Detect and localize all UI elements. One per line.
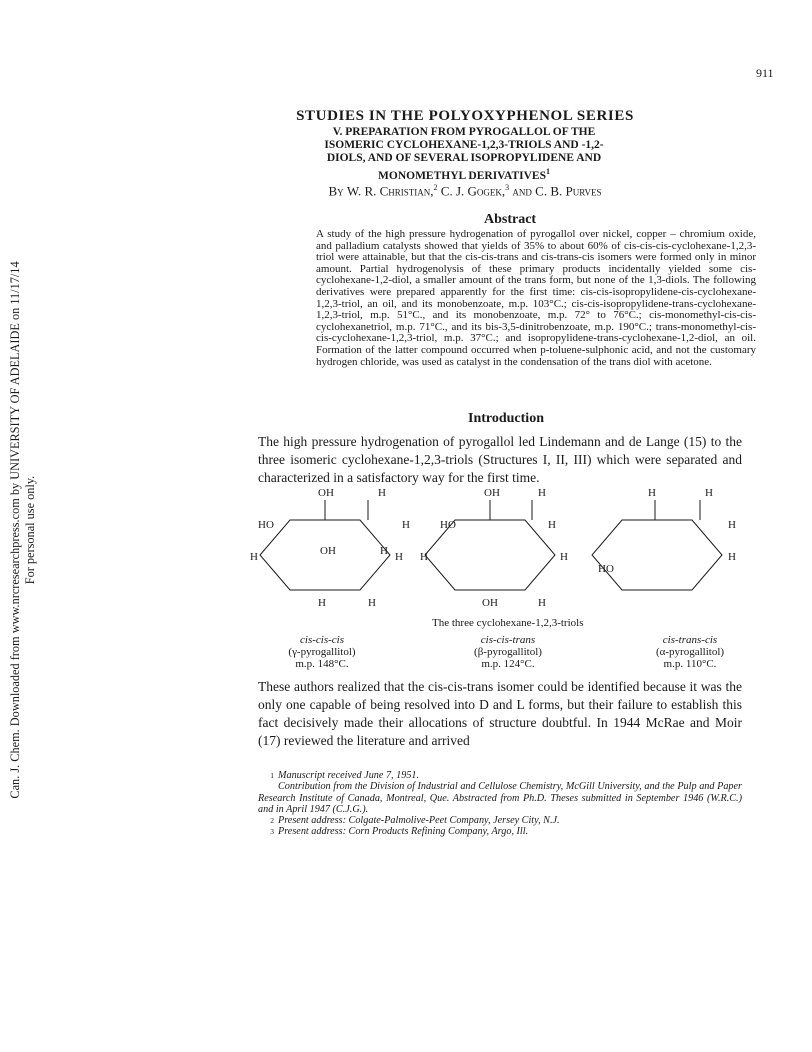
footnote: [258, 781, 742, 815]
isomer-name: (α-pyrogallitol): [655, 646, 725, 658]
atom-label: H: [560, 551, 568, 563]
atom-label: H: [368, 597, 376, 609]
author-2: C. J. Gogek,: [440, 183, 506, 199]
author-and: and: [512, 183, 532, 199]
footnote-mark: 3: [270, 827, 274, 837]
isomer-info-2: [448, 634, 568, 670]
atom-label: OH: [484, 488, 500, 499]
atom-label: HO: [258, 519, 274, 531]
atom-label: H: [380, 545, 388, 557]
isomer-config: cis-cis-cis: [300, 634, 344, 646]
author-1: W. R. Christian,: [346, 183, 434, 199]
author-1-mark: 2: [433, 183, 438, 192]
isomer-name: (β-pyrogallitol): [474, 646, 542, 658]
abstract-heading: Abstract: [484, 212, 537, 227]
isomer-name: (γ-pyrogallitol): [288, 646, 356, 658]
footnote: [258, 770, 742, 781]
atom-label: H: [728, 551, 736, 563]
atom-label: H: [728, 519, 736, 531]
triol-structures-figure: [250, 488, 750, 618]
subtitle-footnote-mark: 1: [545, 167, 550, 176]
abstract-text: A study of the high pressure hydrogenation of pyrogallol over nickel, copper – chromium oxide, and palladium catalysts showed that yields of 35% to about 60% of cis-cis-cis-cyclohexane-1,2,3-triol were attainable, but that the cis-cis-trans and cis-trans-cis isomers were formed only in minor amount. Partial hydrogenolysis of these primary products incidentally yielded some cis-cyclohexane-1,2-diol, a smaller amount of the trans form, but none of the 1,3-diols. The following derivatives were prepared apparently for the first time: cis-cis-isopropylidene-cis-cyclohexane-1,2,3-triol, an oil, and its monobenzoate, m.p. 103°C.; cis-cis-isopropylidene-trans-cyclohexane-1,2,3-triol, m.p. 51°C., and its monobenzoate, m.p. 72° to 76°C.; cis-monomethyl-cis-cis-cyclohexanetriol, m.p. 71°C., and its bis-3,5-dinitrobenzoate, m.p. 190°C.; trans-monomethyl-cis-cis-cyclohexane-1,2,3-triol, m.p. 37°C.; and isopropylidene-trans-cyclohexane-1,2-diol, an oil. Formation of the latter compound occurred when p-toluene-sulphonic acid, and not the customary hydrogen chloride, was used as catalyst in the condensation of the trans diol with acetone.: [316, 228, 756, 368]
atom-label: H: [318, 597, 326, 609]
atom-label: H: [538, 488, 546, 499]
atom-label: H: [420, 551, 428, 563]
atom-label: HO: [598, 563, 614, 575]
intro-paragraph-1: The high pressure hydrogenation of pyrogallol led Lindemann and de Lange (15) to the three isomeric cyclohexane-1,2,3-triols (Structures I, II, III) which were separated and characterized in a satisfactory way for the first time.: [258, 434, 742, 485]
atom-label: HO: [440, 519, 456, 531]
footnote-text: Present address: Corn Products Refining Company, Argo, Ill.: [278, 826, 529, 838]
atom-label: H: [402, 519, 410, 531]
personal-use-notice: For personal use only.: [23, 475, 37, 585]
atom-label: H: [395, 551, 403, 563]
intro-paragraph-2: These authors realized that the cis-cis-trans isomer could be identified because it was the only one capable of being resolved into D and L forms, but their failure to establish this fact decisively made their allocations of structure doubtful. In 1944 McRae and Moir (17) reviewed the literature and arrived: [258, 679, 742, 748]
download-watermark: [2, 230, 46, 830]
footnote: [258, 815, 742, 826]
subtitle-text: V. PREPARATION FROM PYROGALLOL OF THE ISOMERIC CYCLOHEXANE-1,2,3-TRIOLS AND -1,2-DIOLS, AND OF SEVERAL ISOPROPYLIDENE AND MONOMETHYL DERIVATIVES: [324, 126, 604, 182]
atom-label: H: [538, 597, 546, 609]
atom-label: H: [250, 551, 258, 563]
atom-label: OH: [320, 545, 336, 557]
introduction-heading: Introduction: [468, 411, 544, 426]
author-3: C. B. Purves: [535, 183, 602, 199]
article-title: STUDIES IN THE POLYOXYPHENOL SERIES: [296, 108, 634, 124]
isomer-mp: m.p. 124°C.: [481, 658, 535, 670]
author-2-mark: 3: [505, 183, 510, 192]
page-number: 911: [756, 66, 774, 80]
isomer-config: cis-cis-trans: [480, 634, 536, 646]
figure-caption: The three cyclohexane-1,2,3-triols: [432, 617, 584, 629]
isomer-config: cis-trans-cis: [662, 634, 718, 646]
isomer-mp: m.p. 148°C.: [295, 658, 349, 670]
atom-label: H: [548, 519, 556, 531]
footnote: [258, 826, 742, 837]
atom-label: H: [378, 488, 386, 499]
footnote-text: Manuscript received June 7, 1951.: [278, 770, 420, 781]
author-line: [305, 183, 625, 199]
footnote-mark: 1: [270, 771, 274, 780]
atom-label: H: [648, 488, 656, 499]
article-subtitle: [318, 126, 610, 183]
atom-label: OH: [318, 488, 334, 499]
atom-label: OH: [482, 597, 498, 609]
footnote-text: Contribution from the Division of Industrial and Cellulose Chemistry, McGill University, and the Pulp and Paper Research Institute of Canada, Montreal, Que. Abstracted from Ph.D. Theses submitted in September 1946 (W.R.C.) and in April 1947 (C.J.G.).: [258, 781, 742, 815]
footnote-mark: 2: [270, 816, 274, 826]
atom-label: H: [705, 488, 713, 499]
isomer-info-1: [262, 634, 382, 670]
isomer-info-3: [630, 634, 750, 670]
download-notice: Can. J. Chem. Downloaded from www.nrcresearchpress.com by UNIVERSITY OF ADELAIDE on 11/17/14: [8, 261, 22, 799]
footnote-text: Present address: Colgate-Palmolive-Peet Company, Jersey City, N.J.: [278, 815, 560, 827]
isomer-mp: m.p. 110°C.: [663, 658, 717, 670]
author-by: By: [328, 183, 344, 199]
footnotes: [258, 770, 742, 838]
structure-atom-labels: [250, 488, 736, 609]
